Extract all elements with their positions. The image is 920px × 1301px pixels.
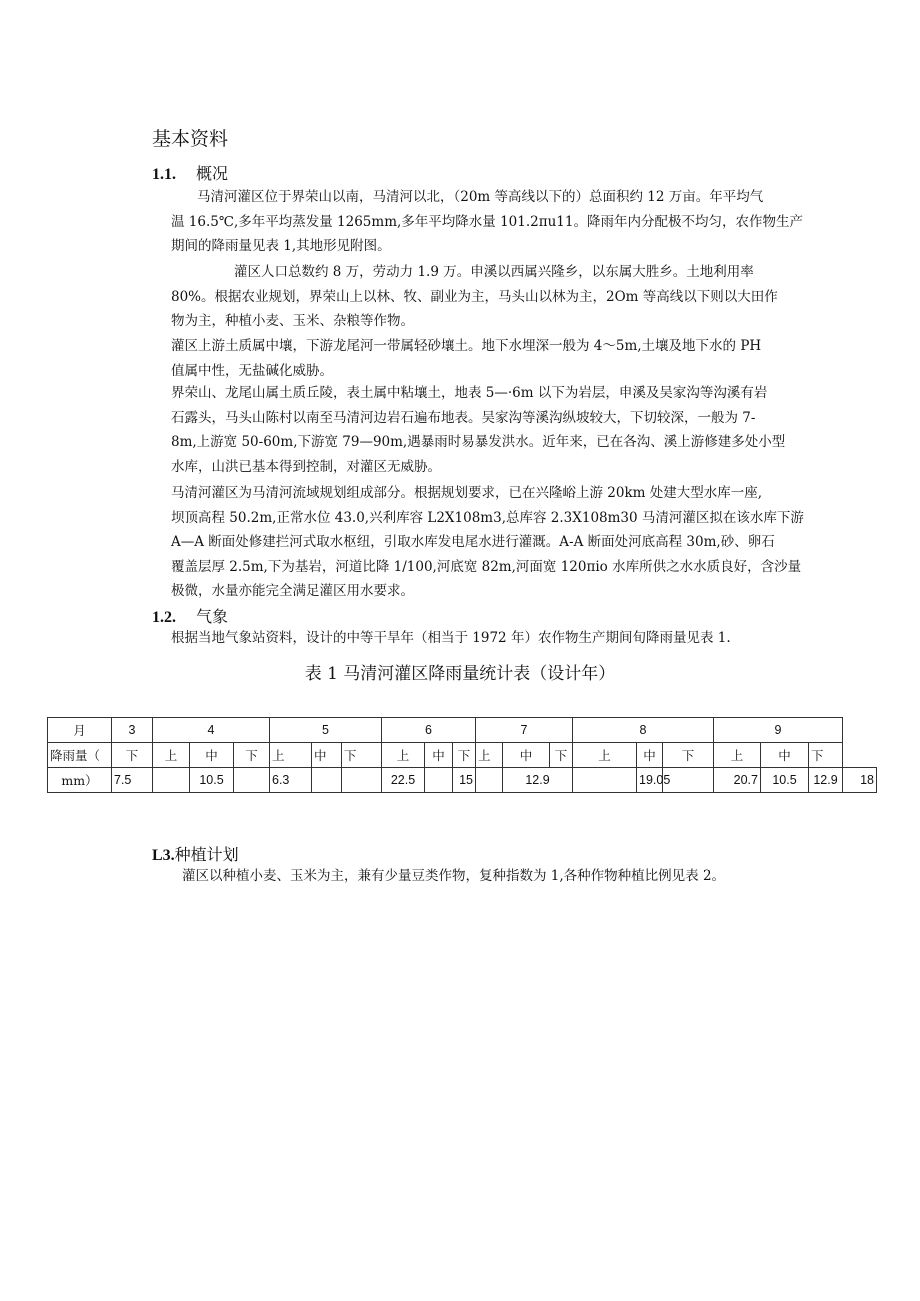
month-cell: 4	[153, 718, 270, 743]
period-cell: 中	[637, 743, 663, 768]
period-cell: 中	[425, 743, 453, 768]
text-line: 水库，山洪已基本得到控制，对灌区无威胁。	[171, 458, 441, 475]
section-number: L3.	[152, 847, 175, 864]
period-cell: 上	[270, 743, 312, 768]
month-cell: 6	[382, 718, 476, 743]
value-cell: 15	[453, 768, 476, 793]
text-line: 坝顶高程 50.2m,正常水位 43.0,兴利库容 L2X108m3,总库容 2.3X108m30 马清河灌区拟在该水库下游	[171, 509, 804, 526]
section-title: 概况	[196, 164, 229, 183]
value-row	[48, 768, 877, 793]
period-cell: 上	[476, 743, 503, 768]
text-line: 温 16.5℃,多年平均蒸发量 1265mm,多年平均降水量 101.2πu11。降雨年内分配极不均匀，农作物生产	[171, 213, 803, 230]
month-header-cell: 月	[48, 718, 112, 743]
month-cell: 7	[476, 718, 573, 743]
month-cell: 9	[714, 718, 843, 743]
period-cell: 下	[663, 743, 714, 768]
period-cell: 中	[761, 743, 809, 768]
value-cell: 10.5	[761, 768, 809, 793]
planting-paragraph	[182, 864, 725, 889]
value-cell: 10.5	[190, 768, 234, 793]
text-line: 极微，水量亦能完全满足灌区用水要求。	[171, 583, 414, 599]
value-cell	[425, 768, 453, 793]
text-line: 灌区上游土质属中壤，下游龙尾河一带属轻砂壤土。地下水埋深一般为 4～5m,土壤及地下水的 PH	[171, 338, 762, 354]
section-number: 1.1.	[152, 166, 176, 183]
text-line: A—A 断面处修建拦河式取水枢纽，引取水库发电尾水进行灌溉。A-A 断面处河底高程 30m,砂、卵石	[171, 534, 775, 550]
period-cell: 上	[714, 743, 761, 768]
text-line: 物为主，种植小麦、玉米、杂粮等作物。	[171, 313, 414, 329]
overview-paragraph-3	[171, 334, 761, 383]
overview-paragraph-1	[171, 185, 803, 259]
value-cell: 18	[843, 768, 877, 793]
overview-paragraph-4	[171, 381, 785, 479]
period-cell: 中	[190, 743, 234, 768]
value-cell	[663, 768, 714, 793]
period-cell: 中	[503, 743, 550, 768]
value-cell: 7.5	[112, 768, 153, 793]
text-line: 灌区以种植小麦、玉米为主，兼有少量豆类作物，复种指数为 1,各种作物种植比例见表 2。	[182, 868, 726, 884]
text-line: 覆盖层厚 2.5m,下为基岩，河道比降 1/100,河底宽 82m,河面宽 120πio 水库所供之水水质良好，含沙量	[171, 558, 802, 575]
value-cell: 12.9	[503, 768, 573, 793]
value-cell	[476, 768, 503, 793]
text-line: 石露头，马头山陈村以南至马清河边岩石遍布地表。吴家沟等溪沟纵坡较大，下切较深，一般为 7-	[171, 409, 756, 426]
section-title: 气象	[196, 607, 229, 626]
value-cell	[234, 768, 270, 793]
table-caption: 表 1 马清河灌区降雨量统计表（设计年）	[304, 664, 616, 684]
text-line: 8m,上游宽 50-60m,下游宽 79—90m,遇暴雨时易暴发洪水。近年来，已在各沟、溪上游修建多处小型	[171, 434, 786, 450]
text-line: 期间的降雨量见表 1,其地形见附图。	[171, 238, 391, 254]
text-line: 80%。根据农业规划，界荣山上以林、牧、副业为主，马头山以林为主，2Om 等高线以下则以大田作	[171, 288, 778, 305]
value-cell: 12.9	[809, 768, 843, 793]
value-cell	[573, 768, 637, 793]
text-line: 界荣山、龙尾山属土质丘陵，表土属中粘壤土，地表 5—·6m 以下为岩层，申溪及吴家沟等沟溪有岩	[171, 385, 768, 401]
section-heading-planting	[152, 842, 239, 865]
period-cell: 下	[234, 743, 270, 768]
section-number: 1.2.	[152, 609, 176, 626]
text-line: 马清河灌区为马清河流域规划组成部分。根据规划要求，已在兴隆峪上游 20km 处建大型水库一座,	[171, 485, 763, 501]
section-heading-weather	[152, 604, 228, 627]
period-cell: 下	[112, 743, 153, 768]
period-cell: 中	[312, 743, 342, 768]
text-line: 根据当地气象站资料，设计的中等干旱年（相当于 1972 年）农作物生产期间旬降雨量见表 1.	[171, 630, 731, 646]
section-heading-overview	[152, 161, 228, 184]
overview-paragraph-2	[171, 260, 778, 334]
month-cell: 5	[270, 718, 382, 743]
period-cell: 下	[453, 743, 476, 768]
row-label-bottom: mm）	[48, 768, 112, 793]
value-cell	[342, 768, 382, 793]
period-cell: 上	[382, 743, 425, 768]
period-cell: 上	[573, 743, 637, 768]
month-cell: 8	[573, 718, 714, 743]
row-label-top: 降雨量（	[48, 743, 112, 768]
weather-paragraph	[171, 626, 731, 651]
value-cell: 19.05	[637, 768, 663, 793]
rainfall-table	[47, 717, 877, 793]
period-cell: 上	[153, 743, 190, 768]
value-cell	[153, 768, 190, 793]
value-cell	[312, 768, 342, 793]
text-line: 值属中性，无盐碱化威胁。	[171, 362, 333, 379]
text-line: 灌区人口总数约 8 万，劳动力 1.9 万。申溪以西属兴隆乡，以东属大胜乡。土地利用率	[234, 264, 754, 280]
period-cell: 下	[809, 743, 843, 768]
value-cell: 20.7	[714, 768, 761, 793]
overview-paragraph-5	[171, 481, 804, 604]
value-cell: 22.5	[382, 768, 425, 793]
month-row	[48, 718, 877, 743]
text-line: 马清河灌区位于界荣山以南，马清河以北，（20m 等高线以下的）总面积约 12 万亩。年平均气	[197, 189, 764, 205]
period-cell: 下	[342, 743, 382, 768]
page-heading: 基本资料	[152, 128, 229, 150]
value-cell: 6.3	[270, 768, 312, 793]
period-cell: 下	[550, 743, 573, 768]
section-title: 种植计划	[174, 845, 239, 864]
period-row	[48, 743, 877, 768]
month-cell: 3	[112, 718, 153, 743]
